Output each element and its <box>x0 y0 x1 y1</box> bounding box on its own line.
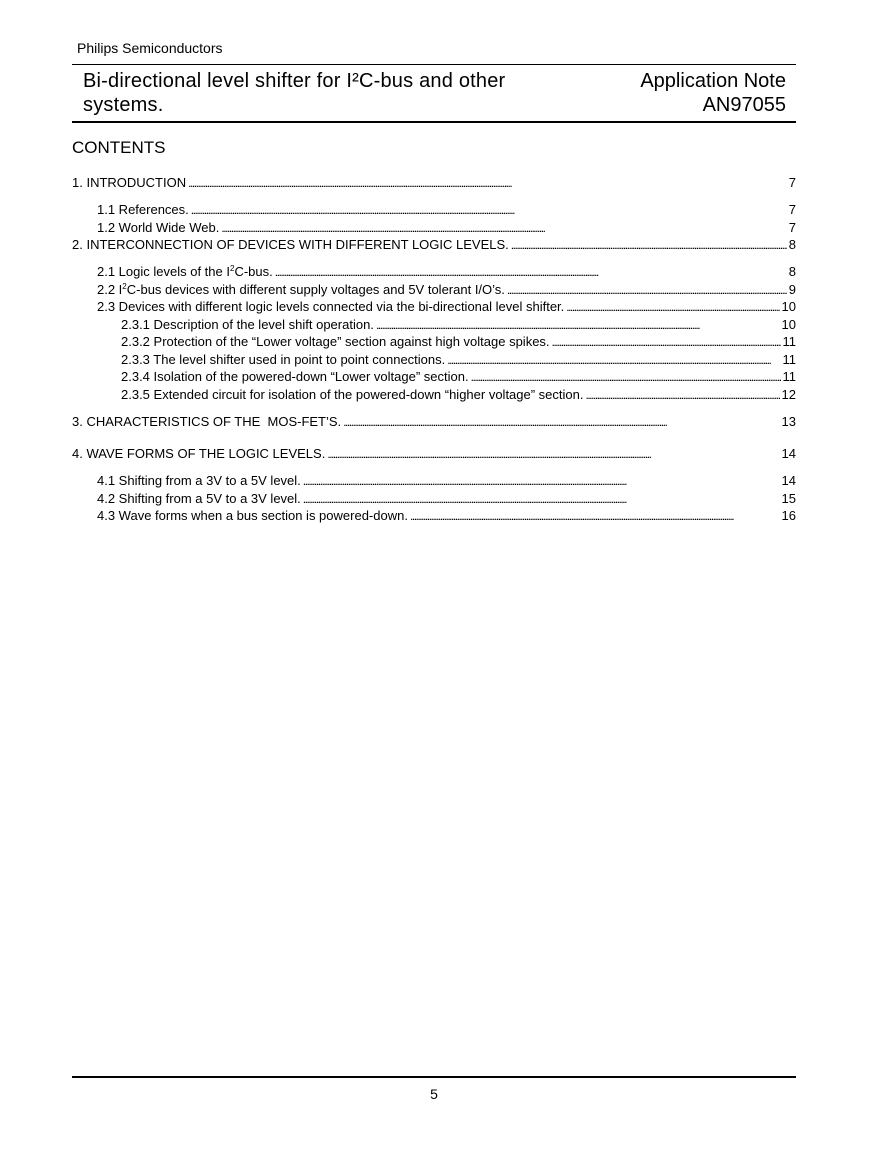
toc-page-number: 14 <box>781 473 796 488</box>
toc-page-number: 16 <box>781 508 796 523</box>
toc-page-number: 7 <box>788 202 796 217</box>
toc-leader <box>471 368 781 387</box>
toc-entry-label: 2.3.5 Extended circuit for isolation of the powered-down “higher voltage” section. <box>121 386 584 402</box>
toc-entry[interactable] <box>72 263 796 281</box>
toc-entry[interactable] <box>72 236 796 254</box>
toc-page-number: 11 <box>782 369 796 384</box>
toc-leader <box>507 281 787 300</box>
toc-entry[interactable] <box>72 368 796 386</box>
toc-entry-label: 2.1 Logic levels of the $I^2C$-bus. <box>97 264 273 279</box>
header-divider-top <box>72 64 796 65</box>
document-type-block <box>640 69 786 117</box>
toc-entry-label: 2.3.3 The level shifter used in point to point connections. <box>121 351 446 367</box>
footer-divider <box>72 1076 796 1078</box>
toc-entry[interactable] <box>72 386 796 404</box>
toc-page-number: 8 <box>788 264 796 279</box>
document-number: AN97055 <box>702 94 786 116</box>
toc-entry-label: 4. WAVE FORMS OF THE LOGIC LEVELS. <box>72 446 326 461</box>
toc-entry-label: 2.2 $I^2C$-bus devices with different supply voltages and 5V tolerant I/O’s. <box>97 281 505 297</box>
toc-page-number: 12 <box>781 386 796 402</box>
toc-leader <box>188 174 787 193</box>
toc-leader <box>585 386 779 405</box>
toc-entry-label: 2. INTERCONNECTION OF DEVICES WITH DIFFERENT LOGIC LEVELS. <box>72 237 509 252</box>
toc-entry-label: 1.1 References. <box>97 202 189 217</box>
toc-entry[interactable] <box>72 333 796 351</box>
toc-entry-label: 2.3.4 Isolation of the powered-down “Lower voltage” section. <box>121 369 469 384</box>
toc-entry[interactable] <box>72 298 796 316</box>
toc-page-number: 10 <box>781 299 796 314</box>
toc-leader <box>511 236 787 255</box>
toc-page-number: 10 <box>781 316 796 332</box>
contents-heading: CONTENTS <box>72 138 166 157</box>
toc-page-number: 8 <box>788 237 796 252</box>
toc-leader <box>191 201 787 220</box>
toc-entry[interactable] <box>72 445 796 463</box>
header-divider-bottom <box>72 121 796 123</box>
toc-page-number: 7 <box>788 175 796 190</box>
toc-page-number: 11 <box>782 351 796 367</box>
toc-page-number: 11 <box>782 334 796 349</box>
toc-page-number: 13 <box>781 413 796 429</box>
toc-leader <box>566 298 779 317</box>
toc-entry-label: 4.2 Shifting from a 5V to a 3V level. <box>97 490 301 506</box>
toc-entry-label: 2.3.2 Protection of the “Lower voltage” section against high voltage spikes. <box>121 334 550 349</box>
company-name: Philips Semiconductors <box>77 40 223 56</box>
toc-entry[interactable] <box>72 351 796 369</box>
toc-leader <box>447 351 780 370</box>
toc-leader <box>410 507 780 526</box>
page-number: 5 <box>430 1086 438 1102</box>
toc-leader <box>343 413 779 432</box>
toc-page-number: 7 <box>788 219 796 235</box>
toc-leader <box>221 219 786 238</box>
toc-entry[interactable] <box>72 316 796 334</box>
toc-entry[interactable] <box>72 507 796 525</box>
toc-entry[interactable] <box>72 413 796 431</box>
toc-entry-label: 4.1 Shifting from a 3V to a 5V level. <box>97 473 301 488</box>
document-type: Application Note <box>640 70 786 92</box>
toc-entry[interactable] <box>72 281 796 299</box>
toc-entry[interactable] <box>72 201 796 219</box>
toc-entry[interactable] <box>72 219 796 237</box>
toc-entry-label: 1.2 World Wide Web. <box>97 219 220 235</box>
table-of-contents <box>72 174 796 525</box>
toc-page-number: 15 <box>781 490 796 506</box>
toc-entry-label: 2.3.1 Description of the level shift operation. <box>121 316 374 332</box>
toc-leader <box>376 316 780 335</box>
toc-entry-label: 2.3 Devices with different logic levels connected via the bi-directional level shifter. <box>97 299 565 314</box>
toc-leader <box>303 472 780 491</box>
toc-leader <box>275 263 787 282</box>
toc-entry-label: 4.3 Wave forms when a bus section is powered-down. <box>97 508 408 523</box>
document-title: Bi-directional level shifter for I²C-bus and other systems. <box>83 70 506 116</box>
toc-entry[interactable] <box>72 490 796 508</box>
toc-entry[interactable] <box>72 174 796 192</box>
toc-entry[interactable] <box>72 472 796 490</box>
toc-page-number: 9 <box>788 281 796 297</box>
toc-page-number: 14 <box>781 446 796 461</box>
toc-leader <box>303 490 780 509</box>
toc-leader <box>327 445 779 464</box>
toc-entry-label: 3. CHARACTERISTICS OF THE MOS-FET’S. <box>72 413 342 429</box>
toc-entry-label: 1. INTRODUCTION <box>72 175 187 190</box>
toc-leader <box>552 333 781 352</box>
